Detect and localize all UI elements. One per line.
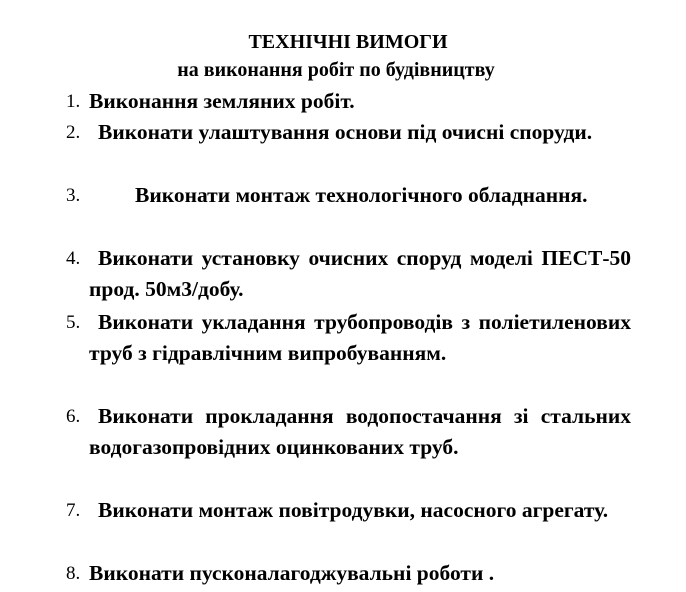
list-item-number: 5. [66,312,81,333]
document-title: ТЕХНІЧНІ ВИМОГИ [248,31,448,53]
list-item-number: 4. [66,248,81,269]
list-item-text: Виконати прокладання водопостачання зі стальних водогазопровідних оцинкованих труб. [89,404,631,459]
list-item-text: Виконання земляних робіт. [89,89,355,113]
list-item-number: 8. [66,563,81,584]
list-item-text: Виконати укладання трубопроводів з поліетиленових труб з гідравлічним випробуванням. [89,310,631,365]
list-item-number: 6. [66,406,81,427]
list-item-text: Виконати улаштування основи під очисні споруди. [98,120,593,144]
list-item-number: 3. [66,185,81,206]
list-item-number: 7. [66,500,81,521]
list-item-number: 1. [66,91,81,112]
list-item-text: Виконати монтаж технологічного обладнання. [135,183,588,207]
document-subtitle: на виконання робіт по будівництву [177,59,495,81]
list-item-text: Виконати установку очисних споруд моделі ПЕСТ-50 прод. 50м3/добу. [89,246,631,301]
list-item-text: Виконати пусконалагоджувальні роботи . [89,561,495,585]
list-item-text: Виконати монтаж повітродувки, насосного агрегату. [98,498,609,522]
list-item-number: 2. [66,122,81,143]
